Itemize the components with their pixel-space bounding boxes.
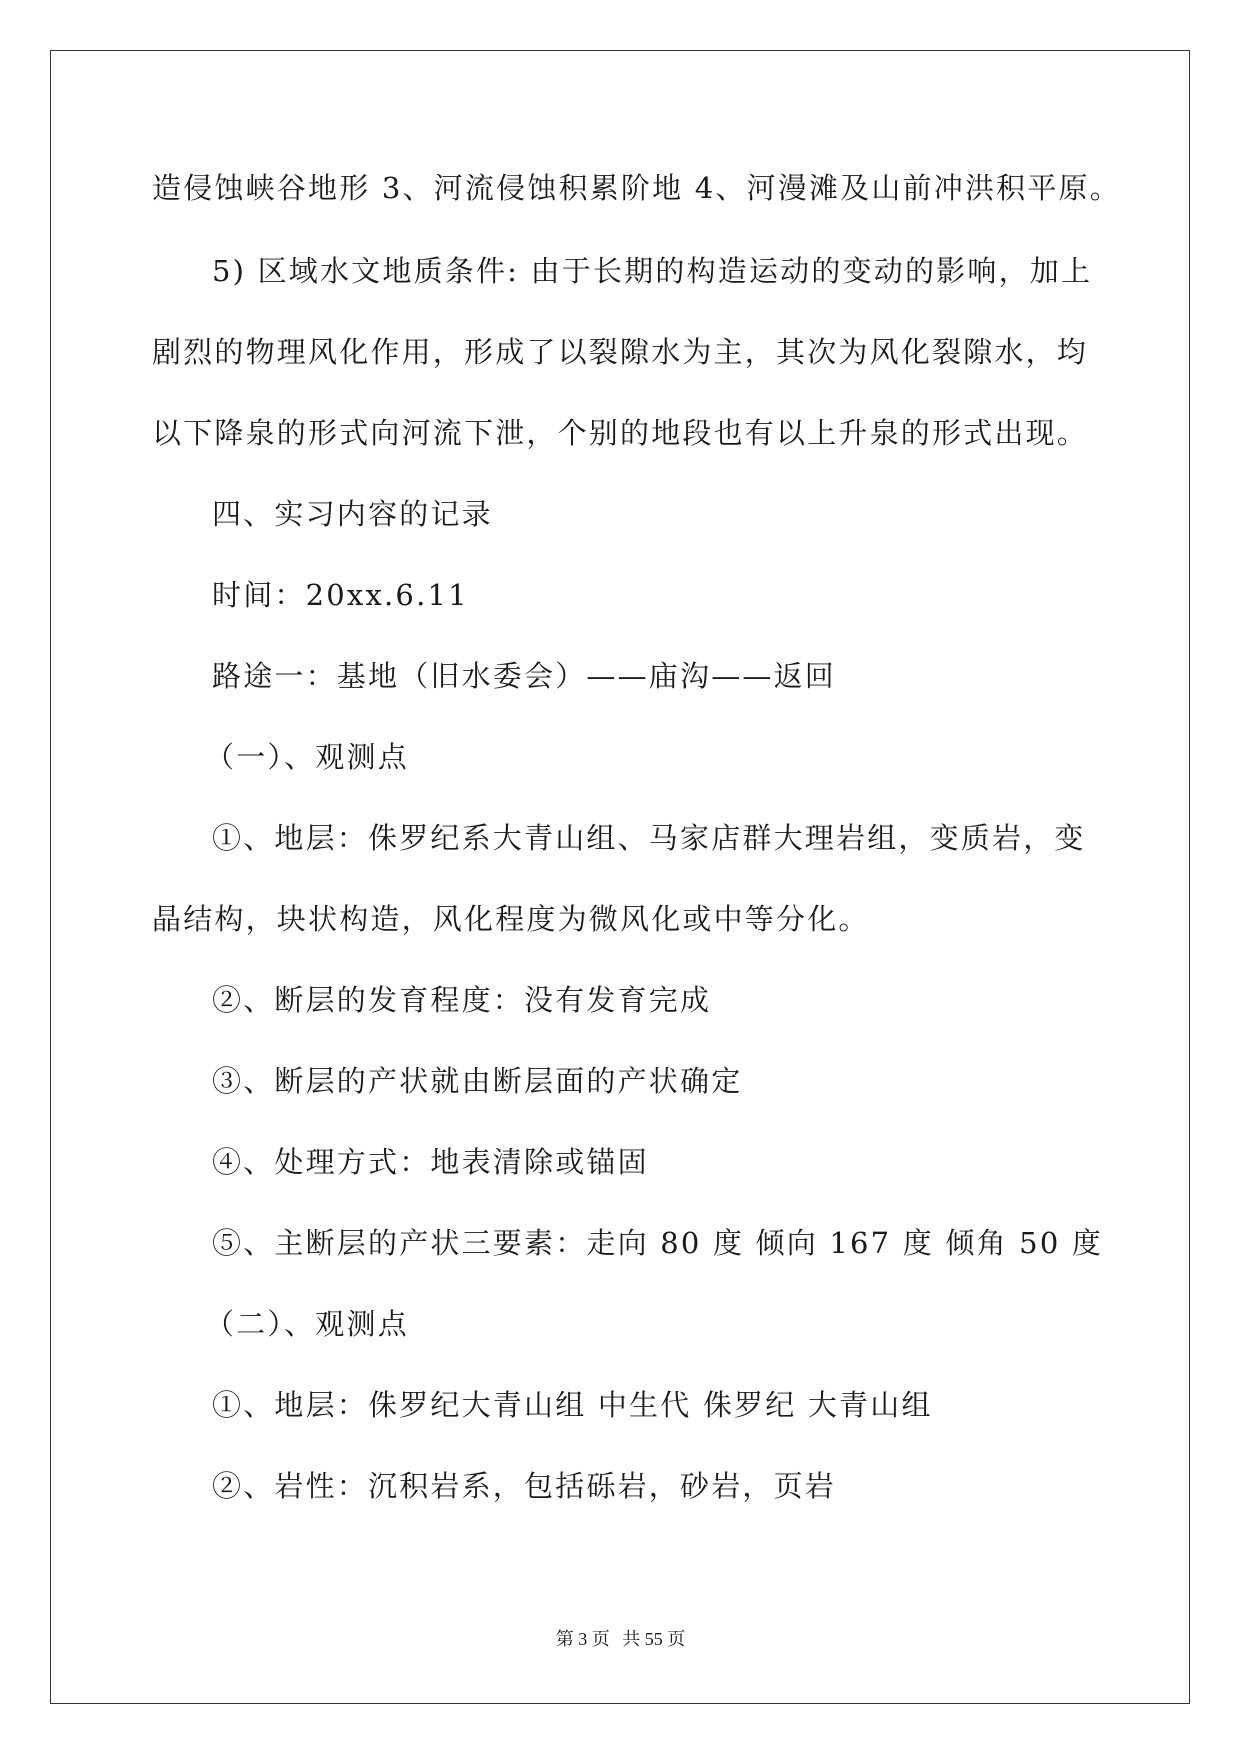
list-item: ③、断层的产状就由断层面的产状确定 — [212, 1064, 743, 1098]
paragraph-line: 晶结构，块状构造，风化程度为微风化或中等分化。 — [152, 902, 870, 936]
page-total: 共 55 页 — [622, 1629, 686, 1649]
list-item: ①、地层：侏罗纪系大青山组、马家店群大理岩组，变质岩，变 — [212, 821, 1086, 855]
paragraph-line: 以下降泉的形式向河流下泄，个别的地段也有以上升泉的形式出现。 — [152, 416, 1089, 450]
list-item: ②、岩性：沉积岩系，包括砾岩，砂岩，页岩 — [212, 1469, 837, 1503]
section-heading: 四、实习内容的记录 — [212, 497, 493, 531]
date-line: 时间：20xx.6.11 — [212, 578, 469, 612]
subsection-heading: （二）、观测点 — [205, 1307, 409, 1341]
paragraph-line: 造侵蚀峡谷地形 3、河流侵蚀积累阶地 4、河漫滩及山前冲洪积平原。 — [152, 171, 1121, 205]
page-border — [50, 50, 1190, 1704]
route-line: 路途一：基地（旧水委会）——庙沟——返回 — [212, 659, 837, 693]
list-item: ④、处理方式：地表清除或锚固 — [212, 1145, 649, 1179]
subsection-heading: （一）、观测点 — [205, 740, 409, 774]
paragraph-line: 剧烈的物理风化作用，形成了以裂隙水为主，其次为风化裂隙水，均 — [152, 335, 1089, 369]
page-number: 第 3 页 — [555, 1629, 610, 1649]
list-item: ⑤、主断层的产状三要素：走向 80 度 倾向 167 度 倾角 50 度 — [212, 1226, 1104, 1260]
page-footer — [0, 1627, 1241, 1651]
list-item: ①、地层：侏罗纪大青山组 中生代 侏罗纪 大青山组 — [212, 1388, 933, 1422]
list-item: ②、断层的发育程度：没有发育完成 — [212, 983, 712, 1017]
paragraph-line: 5) 区域水文地质条件: 由于长期的构造运动的变动的影响，加上 — [212, 254, 1093, 288]
